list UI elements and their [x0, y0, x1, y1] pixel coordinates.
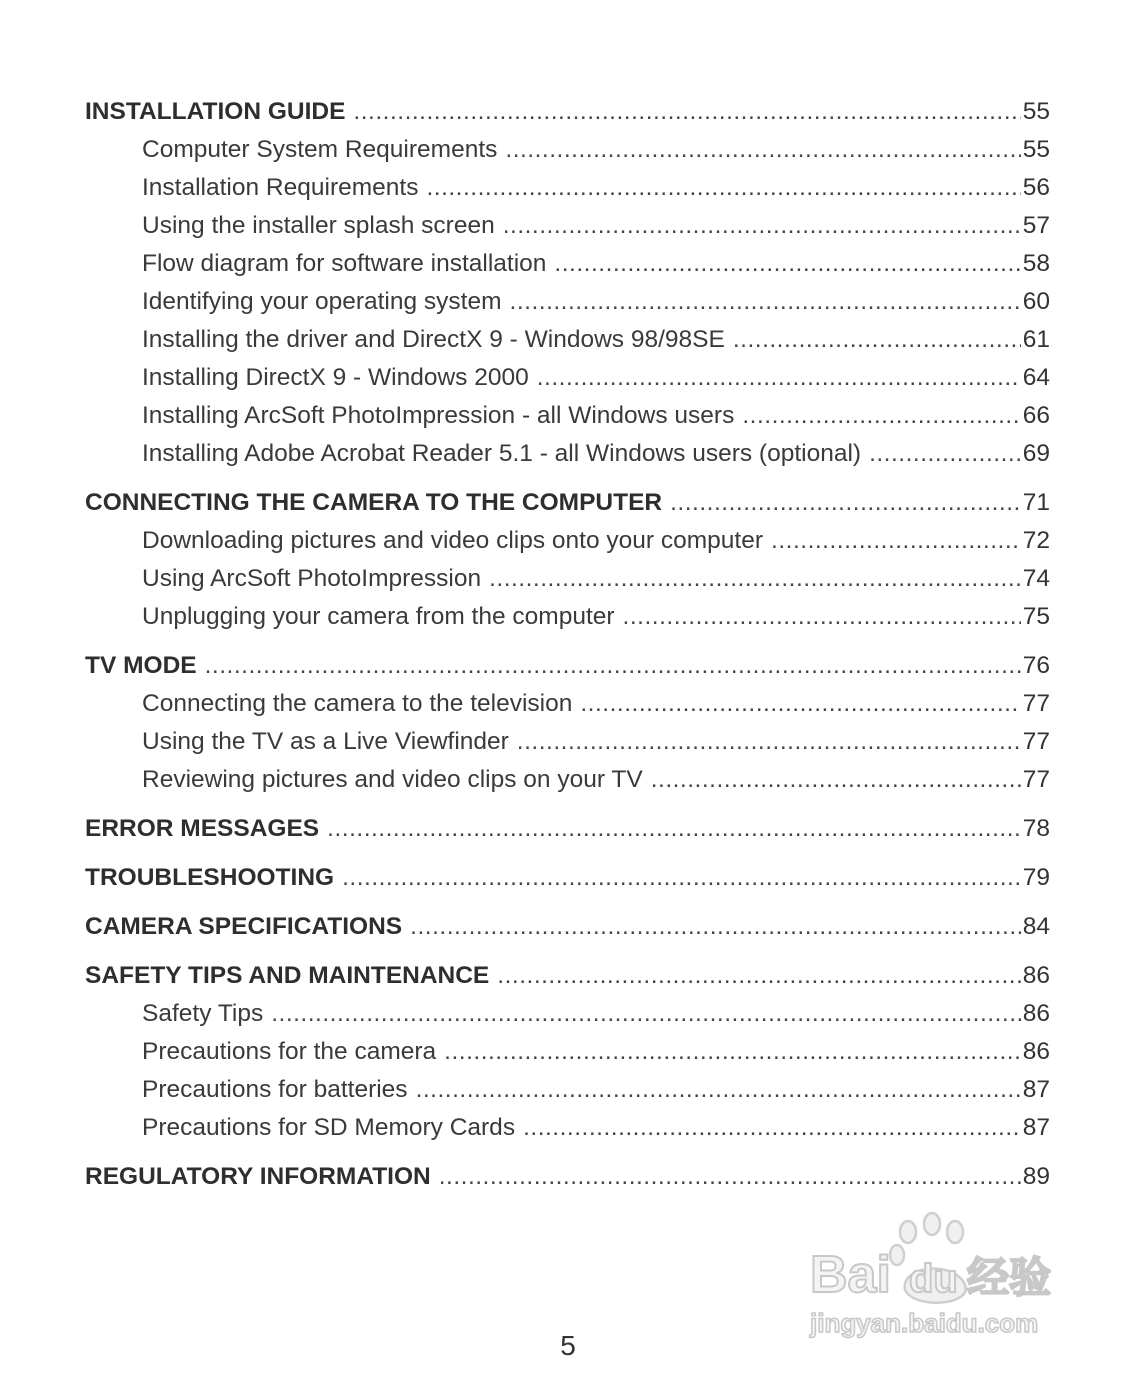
toc-entry-page-number: 55: [1022, 136, 1050, 163]
toc-subsection-entry: [85, 321, 1050, 359]
toc-dot-leader: [444, 1033, 1021, 1071]
toc-entry-page-number: 55: [1022, 98, 1050, 125]
toc-dot-leader: [580, 685, 1020, 723]
toc-dot-leader: [497, 957, 1020, 995]
toc-entry-page-number: 64: [1022, 364, 1050, 391]
svg-text:Bai: Bai: [810, 1246, 891, 1304]
toc-entry-title: Precautions for batteries: [142, 1076, 408, 1103]
toc-entry-title: Installing DirectX 9 - Windows 2000: [142, 364, 529, 391]
toc-dot-leader: [426, 169, 1020, 207]
toc-dot-leader: [670, 484, 1021, 522]
toc-dot-leader: [439, 1158, 1021, 1196]
toc-dot-leader: [327, 810, 1021, 848]
toc-entry-title: ERROR MESSAGES: [85, 815, 320, 842]
toc-entry-title: Precautions for SD Memory Cards: [142, 1114, 516, 1141]
toc-entry-title: Using the TV as a Live Viewfinder: [142, 728, 509, 755]
toc-subsection-entry: [85, 169, 1050, 207]
svg-text:jingyan.baidu.com: jingyan.baidu.com: [810, 1308, 1039, 1338]
toc-dot-leader: [517, 723, 1021, 761]
toc-entry-page-number: 56: [1022, 174, 1050, 201]
toc-dot-leader: [771, 522, 1021, 560]
toc-section-entry: [85, 647, 1050, 685]
toc-subsection-entry: [85, 723, 1050, 761]
toc-subsection-entry: [85, 245, 1050, 283]
toc-dot-leader: [205, 647, 1021, 685]
table-of-contents: [85, 93, 1050, 1196]
toc-section-entry: [85, 810, 1050, 848]
toc-entry-page-number: 74: [1022, 565, 1050, 592]
toc-entry-title: Using the installer splash screen: [142, 212, 495, 239]
toc-subsection-entry: [85, 359, 1050, 397]
toc-dot-leader: [353, 93, 1020, 131]
toc-entry-page-number: 84: [1022, 913, 1050, 940]
toc-dot-leader: [489, 560, 1021, 598]
toc-entry-page-number: 89: [1022, 1163, 1050, 1190]
toc-dot-leader: [271, 995, 1021, 1033]
toc-entry-page-number: 60: [1022, 288, 1050, 315]
toc-entry-title: CAMERA SPECIFICATIONS: [85, 913, 403, 940]
toc-subsection-entry: [85, 685, 1050, 723]
toc-section-entry: [85, 908, 1050, 946]
page-number: 5: [560, 1330, 576, 1361]
toc-dot-leader: [510, 283, 1021, 321]
toc-subsection-entry: [85, 435, 1050, 473]
toc-entry-title: Identifying your operating system: [142, 288, 502, 315]
toc-subsection-entry: [85, 283, 1050, 321]
toc-entry-title: CONNECTING THE CAMERA TO THE COMPUTER: [85, 489, 663, 516]
toc-entry-page-number: 72: [1022, 527, 1050, 554]
toc-dot-leader: [537, 359, 1021, 397]
toc-entry-page-number: 75: [1022, 603, 1050, 630]
toc-entry-title: Using ArcSoft PhotoImpression: [142, 565, 482, 592]
toc-entry-page-number: 71: [1022, 489, 1050, 516]
toc-entry-title: Unplugging your camera from the computer: [142, 603, 615, 630]
toc-dot-leader: [742, 397, 1020, 435]
toc-subsection-entry: [85, 1109, 1050, 1147]
toc-entry-page-number: 87: [1022, 1076, 1050, 1103]
toc-entry-page-number: 77: [1022, 766, 1050, 793]
toc-entry-page-number: 77: [1022, 690, 1050, 717]
toc-section-entry: [85, 484, 1050, 522]
toc-subsection-entry: [85, 598, 1050, 636]
svg-text:du: du: [909, 1257, 958, 1301]
toc-entry-title: Safety Tips: [142, 1000, 264, 1027]
svg-text:经验: 经验: [967, 1253, 1052, 1302]
toc-entry-page-number: 58: [1022, 250, 1050, 277]
toc-section-entry: [85, 1158, 1050, 1196]
toc-entry-title: TV MODE: [85, 652, 197, 679]
toc-subsection-entry: [85, 761, 1050, 799]
toc-dot-leader: [733, 321, 1021, 359]
toc-entry-page-number: 66: [1022, 402, 1050, 429]
toc-dot-leader: [554, 245, 1020, 283]
toc-entry-page-number: 57: [1022, 212, 1050, 239]
toc-dot-leader: [523, 1109, 1021, 1147]
toc-dot-leader: [342, 859, 1021, 897]
toc-entry-title: Installing Adobe Acrobat Reader 5.1 - all Windows users (optional): [142, 440, 862, 467]
toc-entry-title: Downloading pictures and video clips onto your computer: [142, 527, 764, 554]
toc-section-entry: [85, 957, 1050, 995]
toc-dot-leader: [410, 908, 1021, 946]
toc-entry-page-number: 77: [1022, 728, 1050, 755]
toc-section-entry: [85, 859, 1050, 897]
toc-subsection-entry: [85, 560, 1050, 598]
toc-entry-title: Installing the driver and DirectX 9 - Windows 98/98SE: [142, 326, 725, 353]
toc-section-entry: [85, 93, 1050, 131]
toc-subsection-entry: [85, 397, 1050, 435]
toc-entry-title: Connecting the camera to the television: [142, 690, 573, 717]
toc-entry-page-number: 79: [1022, 864, 1050, 891]
toc-entry-title: Flow diagram for software installation: [142, 250, 547, 277]
toc-entry-title: Computer System Requirements: [142, 136, 498, 163]
toc-dot-leader: [869, 435, 1021, 473]
toc-entry-page-number: 86: [1022, 962, 1050, 989]
toc-entry-page-number: 86: [1022, 1000, 1050, 1027]
toc-dot-leader: [651, 761, 1021, 799]
toc-entry-title: Installation Requirements: [142, 174, 419, 201]
toc-entry-page-number: 86: [1022, 1038, 1050, 1065]
toc-subsection-entry: [85, 1071, 1050, 1109]
toc-entry-title: Precautions for the camera: [142, 1038, 437, 1065]
toc-subsection-entry: [85, 995, 1050, 1033]
toc-entry-page-number: 69: [1022, 440, 1050, 467]
toc-entry-page-number: 61: [1022, 326, 1050, 353]
toc-entry-page-number: 78: [1022, 815, 1050, 842]
toc-subsection-entry: [85, 522, 1050, 560]
toc-entry-title: REGULATORY INFORMATION: [85, 1163, 431, 1190]
toc-entry-title: Installing ArcSoft PhotoImpression - all Windows users: [142, 402, 735, 429]
baidu-jingyan-watermark-logo: [805, 1210, 1070, 1340]
toc-entry-page-number: 87: [1022, 1114, 1050, 1141]
toc-dot-leader: [503, 207, 1021, 245]
toc-entry-title: INSTALLATION GUIDE: [85, 98, 346, 125]
toc-entry-title: TROUBLESHOOTING: [85, 864, 335, 891]
toc-dot-leader: [505, 131, 1020, 169]
toc-subsection-entry: [85, 207, 1050, 245]
toc-dot-leader: [416, 1071, 1021, 1109]
toc-entry-title: SAFETY TIPS AND MAINTENANCE: [85, 962, 490, 989]
toc-subsection-entry: [85, 1033, 1050, 1071]
toc-entry-title: Reviewing pictures and video clips on your TV: [142, 766, 643, 793]
toc-subsection-entry: [85, 131, 1050, 169]
toc-entry-page-number: 76: [1022, 652, 1050, 679]
toc-dot-leader: [623, 598, 1021, 636]
